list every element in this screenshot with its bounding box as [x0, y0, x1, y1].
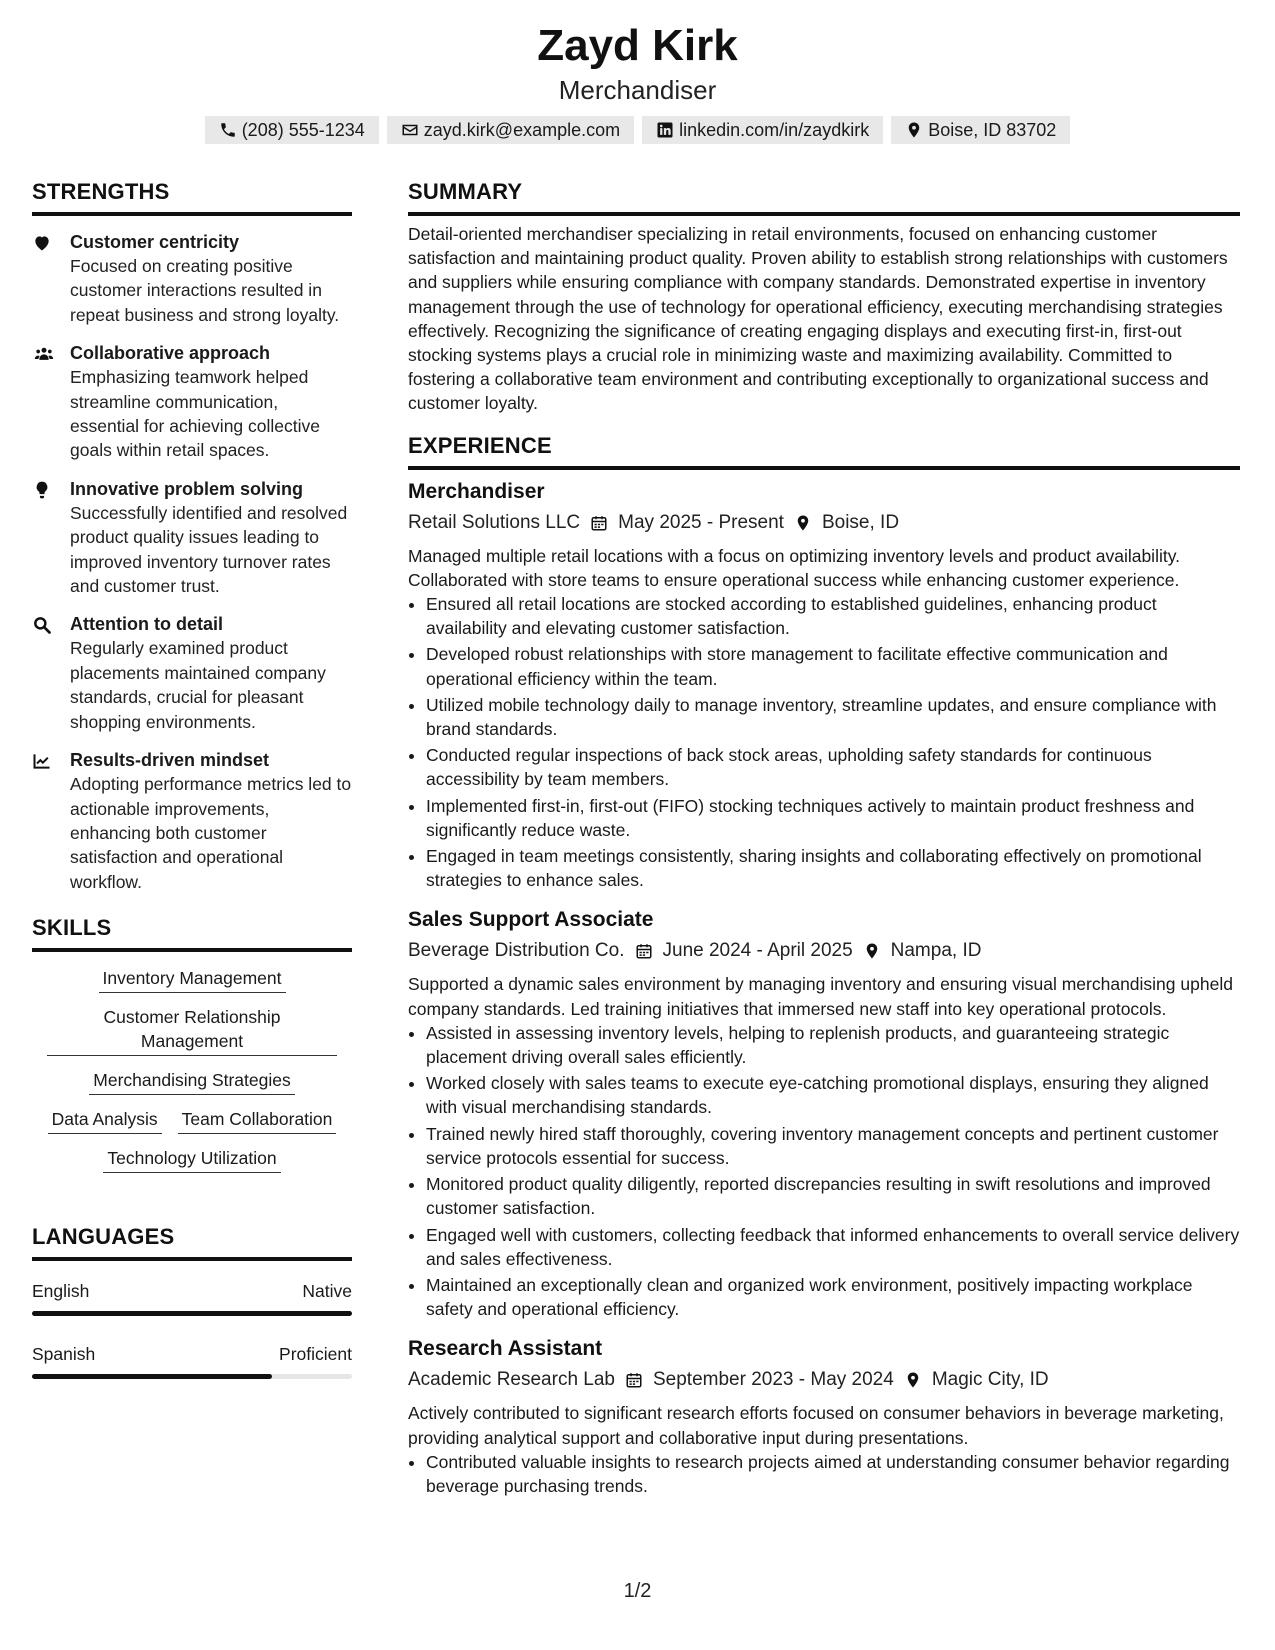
contact-location[interactable] [891, 116, 1070, 144]
map-pin-icon [904, 1371, 922, 1389]
job-location: Boise, ID [821, 511, 900, 533]
experience-heading: EXPERIENCE [408, 432, 1240, 470]
strength-item [32, 341, 352, 463]
job-meta [408, 1365, 1240, 1395]
strengths-heading: STRENGTHS [32, 178, 352, 216]
job-bullets [408, 592, 1240, 892]
job-location: Magic City, ID [931, 1369, 1049, 1391]
skills-list [32, 966, 352, 1173]
page-number: 1/2 [623, 1580, 652, 1602]
language-name: Spanish [32, 1344, 96, 1365]
job-bullet: • Worked closely with sales teams to execute eye-catching promotional displays, ensuring they aligned with visual merchandising standards. [426, 1071, 1240, 1119]
left-column [32, 178, 352, 1379]
strength-item [32, 477, 352, 599]
languages-heading: LANGUAGES [32, 1223, 352, 1261]
phone-icon [219, 121, 237, 139]
strength-title: Attention to detail [70, 614, 223, 635]
language-name: English [32, 1281, 90, 1302]
job-bullet: • Conducted regular inspections of back stock areas, upholding safety standards for continuous accessibility by team members. [426, 743, 1240, 791]
job-description: Supported a dynamic sales environment by managing inventory and ensuring visual merchandising upheld company standards. Led training initiatives that immersed new staff into key operational protocols. [408, 974, 1233, 1019]
strength-title: Customer centricity [70, 232, 240, 252]
right-column [408, 178, 1240, 1500]
strength-desc: Emphasizing teamwork helped streamline communication, essential for achieving collective goals within retail spaces. [70, 367, 320, 461]
language-item [32, 1279, 352, 1316]
users-icon [32, 344, 56, 364]
strength-title: Innovative problem solving [70, 478, 304, 499]
strength-item [32, 612, 352, 734]
job-title: Merchandiser [408, 479, 545, 503]
lightbulb-icon [32, 480, 52, 500]
language-bar-fill [32, 1311, 352, 1316]
job-description: Managed multiple retail locations with a focus on optimizing inventory levels and product availability. Collaborated with store teams to ensure operational success while enhancing customer experience. [408, 545, 1181, 590]
strength-desc: Focused on creating positive customer interactions resulted in repeat business and strong loyalty. [70, 256, 340, 325]
candidate-name: Zayd Kirk [537, 21, 738, 70]
contact-email-text: zayd.kirk@example.com [423, 120, 621, 140]
job-meta [408, 936, 1240, 966]
language-bar-fill [32, 1374, 272, 1379]
job-bullet: • Trained newly hired staff thoroughly, covering inventory management concepts and pertinent customer service protocols essential for success. [426, 1122, 1240, 1170]
linkedin-icon [656, 121, 674, 139]
job-meta [408, 508, 1240, 538]
summary-heading: SUMMARY [408, 178, 1240, 216]
job-bullet: • Monitored product quality diligently, reported discrepancies resulting in swift resolutions and improved customer satisfaction. [426, 1172, 1240, 1220]
strength-item [32, 230, 352, 327]
strength-desc: Regularly examined product placements maintained company standards, crucial for pleasant shopping environments. [70, 638, 326, 732]
job-entry [408, 1335, 1240, 1498]
magnifier-icon [32, 615, 52, 635]
job-dates: May 2025 - Present [618, 511, 784, 533]
job-bullets [408, 1021, 1240, 1321]
job-description: Actively contributed to significant research efforts focused on consumer behaviors in beverage marketing, providing analytical support and collaborative input during presentations. [408, 1403, 1224, 1448]
contact-location-text: Boise, ID 83702 [928, 120, 1057, 140]
contact-phone[interactable] [205, 116, 379, 144]
calendar-icon [635, 942, 653, 960]
map-pin-icon [905, 121, 923, 139]
job-entry [408, 478, 1240, 893]
strength-desc: Successfully identified and resolved product quality issues leading to improved inventory turnover rates and customer trust. [70, 502, 348, 597]
skill-tag: Merchandising Strategies [89, 1068, 294, 1095]
strength-item [32, 748, 352, 894]
contact-phone-text: (208) 555-1234 [241, 120, 365, 140]
language-level: Native [302, 1281, 352, 1302]
strength-title: Collaborative approach [70, 343, 271, 364]
job-bullets [408, 1450, 1240, 1498]
job-bullet: • Ensured all retail locations are stocked according to established guidelines, enhancing product availability and elevating customer satisfaction. [426, 592, 1240, 640]
summary-text: Detail-oriented merchandiser specializing in retail environments, focused on enhancing customer satisfaction and maintaining product quality. Proven ability to establish strong relationships with customers and suppliers while ensuring compliance with company standards. Demonstrated expertise in inventory management through the use of technology for operational efficiency, executing merchandising strategies effectively. Recognizing the significance of creating engaging displays and executing first-in, first-out stocking systems plays a crucial role in minimizing waste and maximizing availability. Committed to fostering a collaborative team environment and contributing exceptionally to organizational success and customer loyalty. [408, 224, 1228, 414]
job-bullet: • Developed robust relationships with store management to facilitate effective communication and operational efficiency within the team. [426, 642, 1240, 690]
resume-header [0, 18, 1275, 144]
job-company: Academic Research Lab [408, 1369, 615, 1391]
job-bullet: • Utilized mobile technology daily to manage inventory, streamline updates, and ensure compliance with brand standards. [426, 693, 1240, 741]
strength-title: Results-driven mindset [70, 750, 270, 771]
skill-tag: Inventory Management [99, 966, 286, 993]
job-title: Research Assistant [408, 1337, 603, 1361]
envelope-icon [401, 121, 419, 139]
strengths-list [32, 230, 352, 894]
calendar-icon [590, 514, 608, 532]
job-title: Sales Support Associate [408, 908, 654, 932]
job-bullet: • Maintained an exceptionally clean and organized work environment, positively impacting workplace safety and operational efficiency. [426, 1273, 1240, 1321]
job-dates: June 2024 - April 2025 [662, 940, 853, 962]
language-level: Proficient [279, 1344, 352, 1365]
candidate-title: Merchandiser [558, 75, 717, 105]
job-location: Nampa, ID [890, 940, 982, 962]
map-pin-icon [794, 514, 812, 532]
skill-tag: Team Collaboration [178, 1107, 337, 1134]
job-entry [408, 906, 1240, 1321]
strength-desc: Adopting performance metrics led to actionable improvements, enhancing both customer satisfaction and operational workflow. [70, 774, 352, 892]
language-bar [32, 1374, 352, 1379]
contact-email[interactable] [387, 116, 634, 144]
job-bullet: • Engaged well with customers, collecting feedback that informed enhancements to overall service delivery and sales effectiveness. [426, 1223, 1240, 1271]
map-pin-icon [863, 942, 881, 960]
language-item [32, 1342, 352, 1379]
calendar-icon [625, 1371, 643, 1389]
skill-tag: Technology Utilization [103, 1146, 280, 1173]
job-company: Retail Solutions LLC [408, 511, 581, 533]
heart-icon [32, 233, 52, 253]
contact-linkedin-text: linkedin.com/in/zaydkirk [679, 120, 870, 140]
job-dates: September 2023 - May 2024 [653, 1369, 894, 1391]
skills-heading: SKILLS [32, 914, 352, 952]
skill-tag: Customer Relationship Management [47, 1005, 337, 1056]
contact-bar [0, 116, 1275, 144]
language-bar [32, 1311, 352, 1316]
job-bullet: • Implemented first-in, first-out (FIFO) stocking techniques actively to maintain product freshness and significantly reduce waste. [426, 794, 1240, 842]
job-bullet: • Assisted in assessing inventory levels, helping to replenish products, and guaranteeing strategic placement driving overall sales efficiently. [426, 1021, 1240, 1069]
job-bullet: • Contributed valuable insights to research projects aimed at understanding consumer behavior regarding beverage purchasing trends. [426, 1450, 1240, 1498]
contact-linkedin[interactable] [642, 116, 883, 144]
skill-tag: Data Analysis [48, 1107, 162, 1134]
job-bullet: • Engaged in team meetings consistently, sharing insights and collaborating effectively on promotional strategies to enhance sales. [426, 844, 1240, 892]
job-company: Beverage Distribution Co. [408, 940, 625, 962]
line-chart-icon [32, 751, 52, 771]
